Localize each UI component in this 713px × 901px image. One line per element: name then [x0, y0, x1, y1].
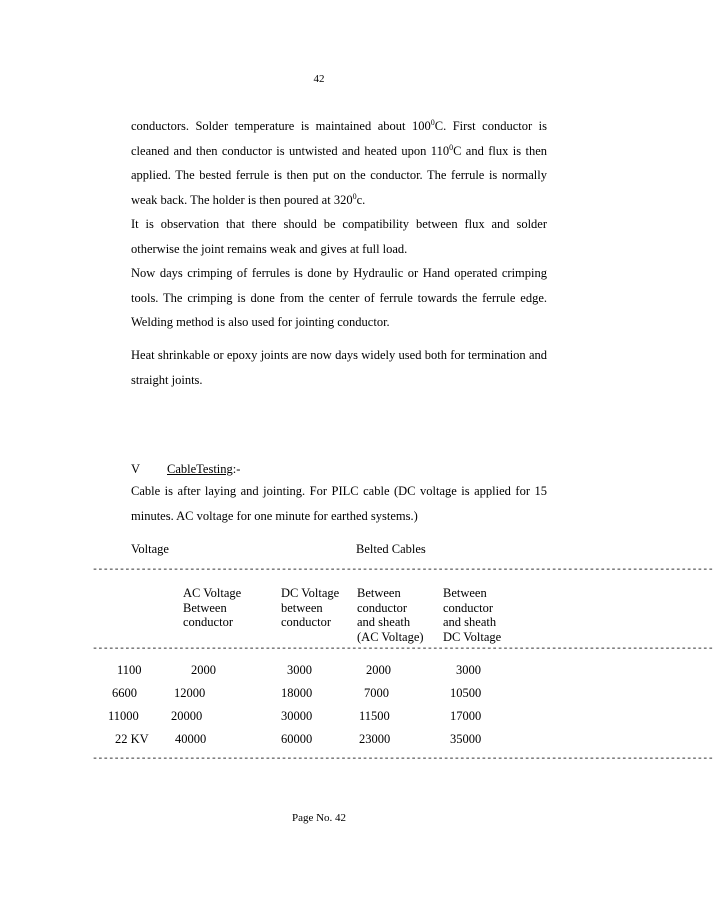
- superscript: 0: [430, 118, 435, 127]
- paragraph-heat-shrink: Heat shrinkable or epoxy joints are now days widely used both for termination and straight joints.: [131, 348, 547, 387]
- table-rule-bottom: -------------------------------------------------------------------------------------------------------------------: [92, 754, 713, 765]
- cell-dc: 60000: [281, 732, 313, 746]
- cell-dc-sheath: 35000: [450, 732, 482, 746]
- header-line: Between: [357, 586, 401, 600]
- header-line: conductor: [443, 600, 493, 615]
- table-rule-middle: -------------------------------------------------------------------------------------------------------------------: [92, 644, 713, 655]
- paragraph-text: c.: [356, 192, 366, 207]
- header-line: and sheath: [357, 615, 411, 629]
- cell-ac: 12000: [174, 686, 206, 700]
- header-line: DC Voltage: [443, 629, 502, 644]
- header-line: DC Voltage: [281, 586, 340, 600]
- cell-dc-sheath: 17000: [450, 709, 482, 723]
- header-line: Between: [443, 586, 487, 600]
- table-caption-voltage: Voltage: [131, 542, 169, 556]
- cell-dc: 3000: [287, 663, 312, 677]
- paragraph-text: C and flux is then applied. The bested ferrule is then put on the conductor. The ferrule is normally weak back. The holder is then poured at 320: [131, 143, 547, 207]
- paragraph-crimping: Now days crimping of ferrules is done by Hydraulic or Hand operated crimping tools. The crimping is done from the center of ferrule towards the ferrule edge. Welding method is also used for jointing conductor.: [131, 266, 547, 329]
- section-suffix: :-: [232, 462, 241, 476]
- column-header-ac-voltage: [183, 586, 241, 630]
- cell-ac-sheath: 23000: [359, 732, 391, 746]
- paragraph-text: conductors. Solder temperature is maintained about 100: [131, 119, 431, 133]
- paragraph-cable-testing: Cable is after laying and jointing. For PILC cable (DC voltage is applied for 15 minutes. AC voltage for one minute for earthed systems.): [131, 484, 547, 523]
- page-number: 42: [313, 73, 325, 85]
- cell-dc-sheath: 3000: [456, 663, 481, 677]
- column-header-dc-voltage: [281, 586, 339, 630]
- paragraph-compatibility: It is observation that there should be compatibility between flux and solder otherwise the joint remains weak and gives at full load.: [131, 217, 547, 256]
- header-line: and sheath: [443, 615, 497, 629]
- paragraph-soldering: [131, 114, 547, 212]
- section-heading: [131, 462, 240, 477]
- paragraph-text: C. First conductor is cleaned and then conductor is untwisted and heated upon 110: [131, 119, 547, 158]
- cell-ac-sheath: 2000: [366, 663, 391, 677]
- header-line: Between: [183, 600, 227, 615]
- cell-voltage: 22 KV: [115, 732, 149, 746]
- page-footer: Page No. 42: [291, 812, 347, 824]
- header-line: between: [281, 600, 323, 615]
- cell-ac-sheath: 7000: [364, 686, 389, 700]
- section-number: V: [131, 462, 141, 476]
- column-header-ac-sheath: [357, 586, 424, 644]
- header-line: (AC Voltage): [357, 629, 424, 644]
- section-title: CableTesting: [167, 462, 233, 476]
- cell-dc: 30000: [281, 709, 313, 723]
- superscript: 0: [449, 142, 454, 152]
- cell-ac-sheath: 11500: [359, 709, 390, 723]
- header-line: AC Voltage: [183, 586, 242, 600]
- cell-dc: 18000: [281, 686, 313, 700]
- cell-dc-sheath: 10500: [450, 686, 482, 700]
- header-line: conductor: [357, 600, 407, 615]
- cell-ac: 40000: [175, 732, 207, 746]
- header-line: conductor: [183, 615, 233, 629]
- cell-ac: 2000: [191, 663, 216, 677]
- cell-ac: 20000: [171, 709, 203, 723]
- table-caption-belted-cables: Belted Cables: [356, 542, 426, 556]
- cell-voltage: 6600: [112, 686, 137, 700]
- superscript: 0: [352, 191, 357, 201]
- cell-voltage: 11000: [108, 709, 139, 723]
- cell-voltage: 1100: [117, 663, 142, 677]
- header-line: conductor: [281, 615, 331, 629]
- table-rule-top: -------------------------------------------------------------------------------------------------------------------: [92, 565, 713, 576]
- column-header-dc-sheath: [443, 586, 501, 644]
